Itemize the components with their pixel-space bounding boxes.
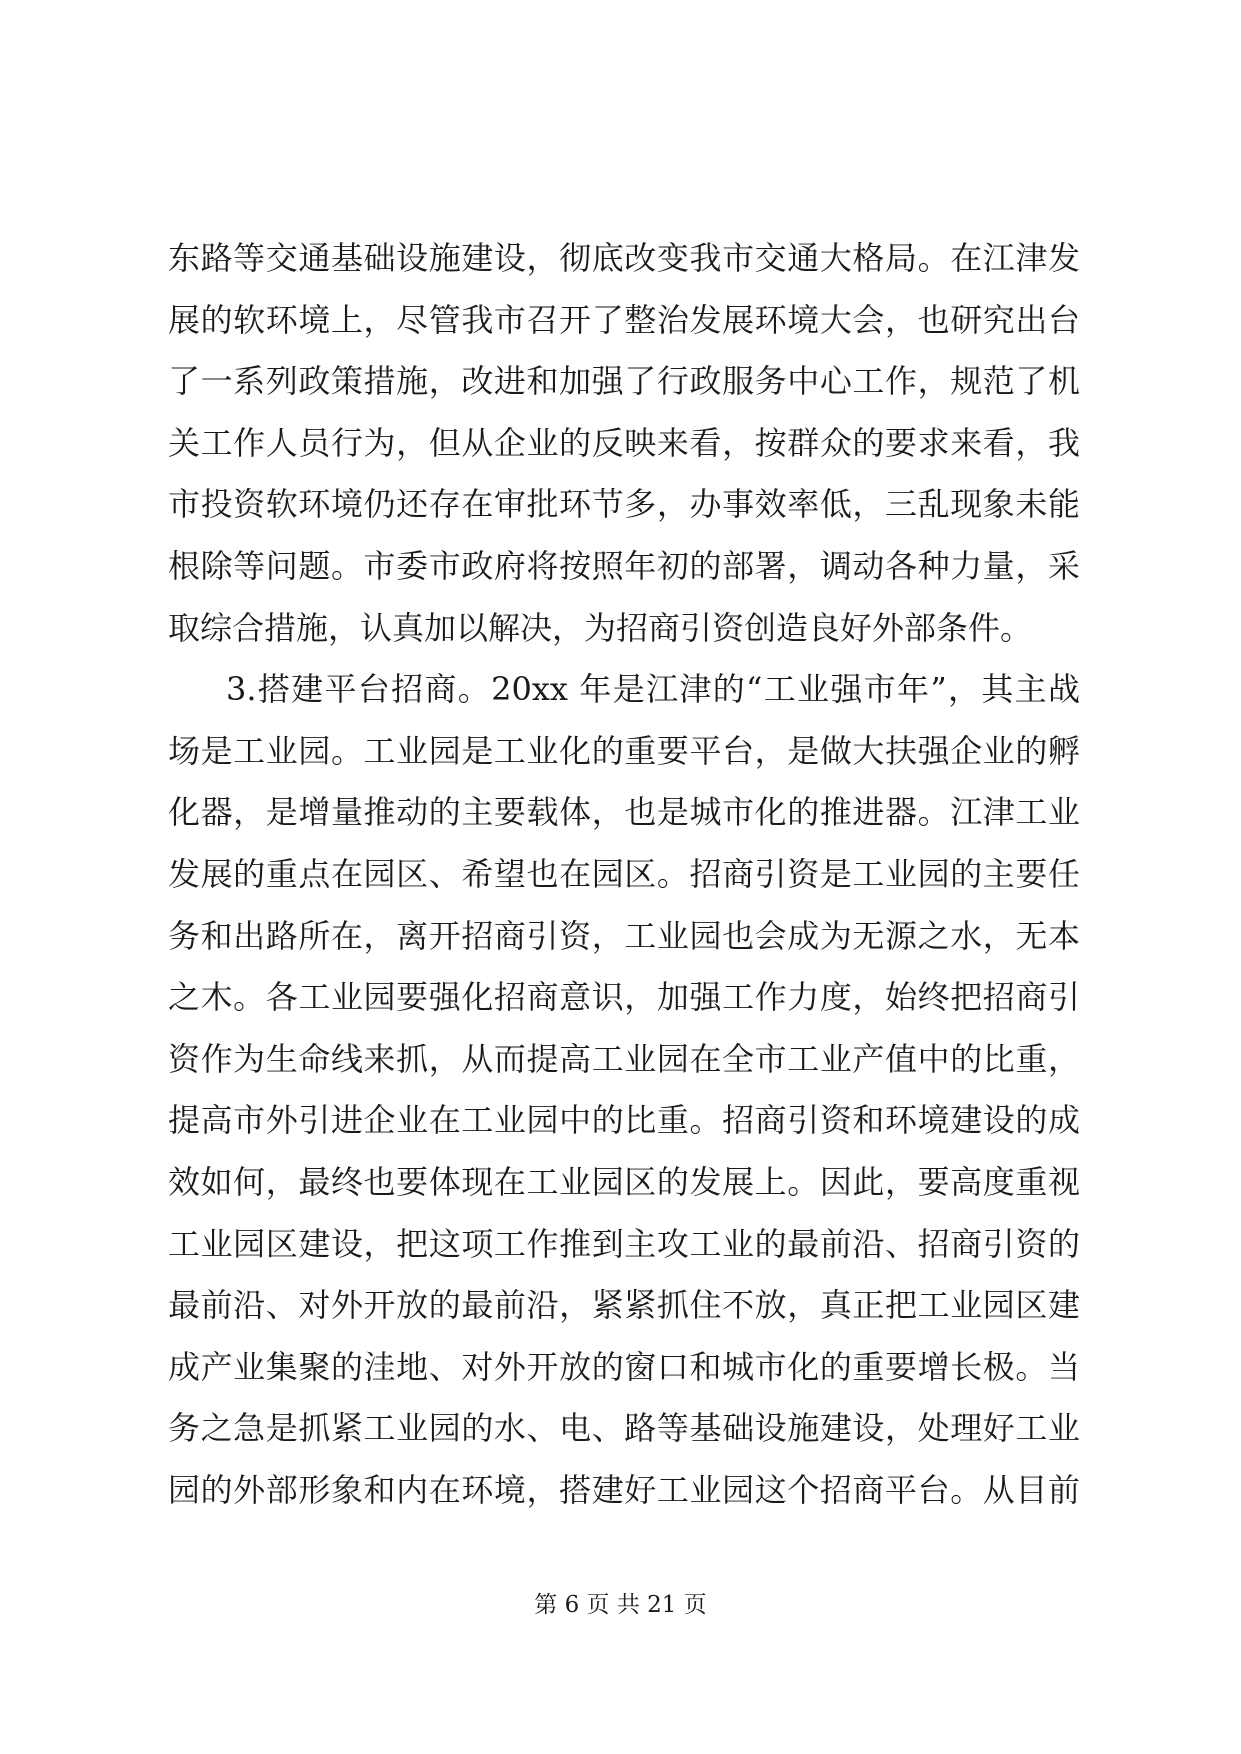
text-line: 市投资软环境仍还存在审批环节多，办事效率低，三乱现象未能	[168, 485, 1080, 524]
text-line: 效如何，最终也要体现在工业园区的发展上。因此，要高度重视	[168, 1162, 1080, 1201]
text-line: 根除等问题。市委市政府将按照年初的部署，调动各种力量，采	[168, 546, 1080, 585]
page-number: 第 6 页 共 21 页	[534, 1592, 707, 1618]
text-line: 务之急是抓紧工业园的水、电、路等基础设施建设，处理好工业	[168, 1409, 1080, 1448]
page-footer	[0, 1590, 1241, 1620]
text-line: 了一系列政策措施，改进和加强了行政服务中心工作，规范了机	[168, 362, 1080, 401]
text-line: 成产业集聚的洼地、对外开放的窗口和城市化的重要增长极。当	[168, 1347, 1080, 1386]
text-line: 化器，是增量推动的主要载体，也是城市化的推进器。江津工业	[168, 793, 1080, 832]
text-line: 发展的重点在园区、希望也在园区。招商引资是工业园的主要任	[168, 854, 1080, 893]
text-line: 场是工业园。工业园是工业化的重要平台，是做大扶强企业的孵	[168, 731, 1080, 770]
text-line: 最前沿、对外开放的最前沿，紧紧抓住不放，真正把工业园区建	[168, 1286, 1080, 1325]
text-line: 之木。各工业园要强化招商意识，加强工作力度，始终把招商引	[168, 978, 1080, 1017]
text-line: 工业园区建设，把这项工作推到主攻工业的最前沿、招商引资的	[168, 1224, 1080, 1263]
text-line: 提高市外引进企业在工业园中的比重。招商引资和环境建设的成	[168, 1101, 1080, 1140]
text-line: 取综合措施，认真加以解决，为招商引资创造良好外部条件。	[168, 608, 1033, 647]
text-line: 园的外部形象和内在环境，搭建好工业园这个招商平台。从目前	[168, 1470, 1080, 1509]
text-line: 展的软环境上，尽管我市召开了整治发展环境大会，也研究出台	[168, 300, 1080, 339]
body-text	[168, 228, 1080, 1521]
text-line: 务和出路所在，离开招商引资，工业园也会成为无源之水，无本	[168, 916, 1080, 955]
text-line: 关工作人员行为，但从企业的反映来看，按群众的要求来看，我	[168, 423, 1080, 462]
text-line: 东路等交通基础设施建设，彻底改变我市交通大格局。在江津发	[168, 239, 1080, 277]
text-line: 资作为生命线来抓，从而提高工业园在全市工业产值中的比重，	[168, 1039, 1080, 1078]
paragraph-heading-line: 3.搭建平台招商。20xx 年是江津的“工业强市年”，其主战	[226, 670, 1080, 709]
